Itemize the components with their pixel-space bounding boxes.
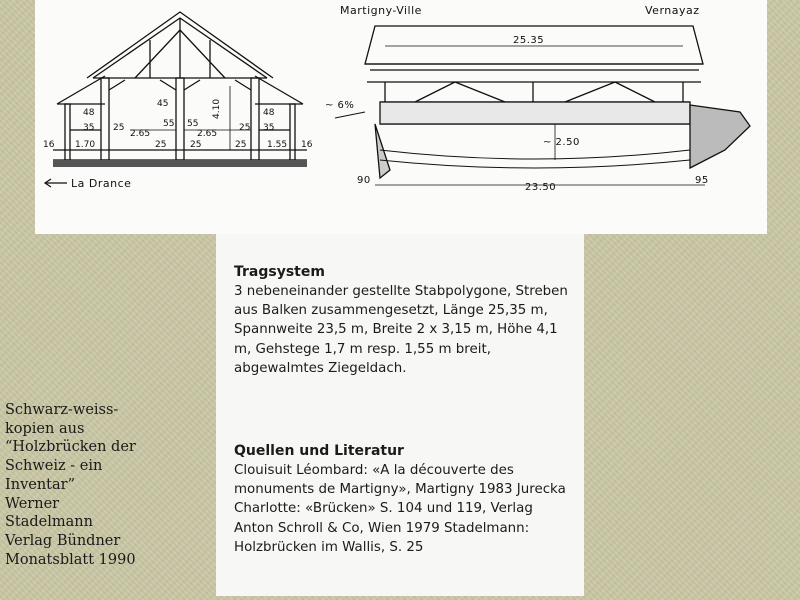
caption-line: Stadelmann [5, 514, 93, 531]
dim-label: 55 [187, 119, 199, 129]
dim-label: 16 [43, 140, 55, 150]
cross-section-dimensions [43, 99, 313, 190]
literature-section [234, 441, 574, 557]
dim-label: 1.55 [267, 140, 288, 150]
tragsystem-body: 3 nebeneinander gestellte Stabpolygone, Streben aus Balken zusammengesetzt, Länge 25,35 m, Spannweite 23,5 m, Breite 2 x 3,15 m, Höhe 4,1 m, Gehstege 1,7 m resp. 1,55 m breit, abgewalmtes Ziegeldach. [234, 284, 568, 376]
caption-line: Inventar” [5, 476, 75, 493]
dim-label: 48 [263, 108, 275, 118]
bridge-drawing-scan [35, 0, 767, 234]
dim-label: 4.10 [212, 98, 222, 119]
caption-line: Schweiz - ein [5, 458, 103, 475]
literature-body: Clouisuit Léombard: «A la découverte des monuments de Martigny», Martigny 1983 Jurecka Charlotte: «Brücken» S. 104 und 119, Verlag Anton Schroll & Co, Wien 1979 Stadelmann: Holzbrücken im Wallis, S. 25 [234, 463, 566, 555]
left-abutment-dimension: 90 [357, 175, 371, 186]
caption-line: kopien aus [5, 420, 85, 437]
dim-label: 25 [190, 140, 202, 150]
right-abutment-dimension: 95 [695, 175, 709, 186]
caption-line: Werner [5, 495, 60, 512]
span-dimension: 23.50 [525, 182, 557, 193]
dim-label: 35 [83, 123, 95, 133]
caption-line: Verlag Bündner [5, 532, 121, 549]
source-caption [5, 401, 205, 569]
literature-heading: Quellen und Literatur [234, 443, 404, 459]
dim-label: 1.70 [75, 140, 96, 150]
book-text-scan [216, 234, 584, 596]
length-dimension: 25.35 [513, 35, 545, 46]
martigny-ville-label: Martigny-Ville [340, 4, 422, 17]
dim-label: 25 [239, 123, 251, 133]
dim-label: 48 [83, 108, 95, 118]
caption-line: Schwarz-weiss- [5, 402, 119, 418]
tragsystem-heading: Tragsystem [234, 264, 325, 280]
elevation-drawing [335, 26, 750, 185]
vernayaz-label: Vernayaz [645, 4, 700, 17]
dim-label: 35 [263, 123, 275, 133]
bridge-technical-drawing [35, 0, 767, 234]
tragsystem-section [234, 262, 574, 378]
dim-label: 2.65 [197, 129, 218, 139]
dim-label: 2.65 [130, 129, 151, 139]
dim-label: 25 [113, 123, 125, 133]
caption-line: Monatsblatt 1990 [5, 551, 136, 568]
dim-label: 16 [301, 140, 313, 150]
slope-label: ~ 6% [325, 100, 355, 111]
clearance-dimension: ~ 2.50 [543, 137, 580, 148]
cross-section-drawing [45, 12, 307, 187]
dim-label: 25 [235, 140, 247, 150]
caption-line: “Holzbrücken der [5, 439, 136, 456]
dim-label: 55 [163, 119, 175, 129]
dim-label: 25 [155, 140, 167, 150]
dim-label: 45 [157, 99, 169, 109]
la-drance-label: La Drance [71, 177, 132, 190]
